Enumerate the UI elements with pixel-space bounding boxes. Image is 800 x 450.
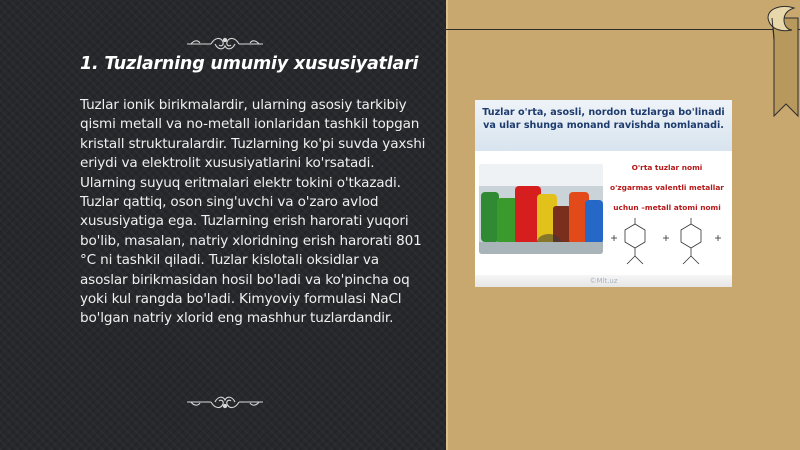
figure-caption: Tuzlar o'rta, asosli, nordon tuzlarga bo'linadi va ular shunga monand ravishda nomlanadi. [482,107,725,131]
figure-caption-box [475,100,732,151]
slide-title: 1. Tuzlarning umumiy xususiyatlari [80,54,419,74]
slide-body-text: Tuzlar ionik birikmalardir, ularning asosiy tarkibiy qismi metall va no-metall ionlaridan tashkil topgan kristall strukturalardir. Tuzlarning ko'pi suvda yaxshi eriydi va elektrolit xususiyatlarini ko'rsatadi. Ularning suyuq eritmalari elektr tokini o'tkazadi. Tuzlar qattiq, oson sing'uvchi va o'zaro avlod xususiyatiga ega. Tuzlarning erish harorati yuqori bo'lib, masalan, natriy xloridning erish harorati 801 °C ni tashkil qiladi. Tuzlar kislotali oksidlar va asoslar birikmasidan hosil bo'ladi va ko'pincha oq yoki kul rangda bo'ladi. Kimyoviy formulasi NaCl bo'lgan natriy xlorid eng mashhur tuzlardandir. [80,97,426,327]
scroll-flourish-icon [185,392,265,412]
panel-divider-line [446,29,800,30]
figure-watermark: ©Mlt.uz [475,275,732,287]
figure-label-row: uchun –metall atomi nomi [613,203,721,212]
figure-label-row: O'rta tuzlar nomi [631,163,703,172]
figure-label-row: o'zgarmas valentli metallar [610,183,724,192]
structural-formula-diagram [607,216,729,274]
lab-bottles-photo [479,164,603,254]
salt-types-figure [475,100,732,287]
bookmark-ribbon-icon [758,0,800,140]
scroll-flourish-icon [185,34,265,54]
